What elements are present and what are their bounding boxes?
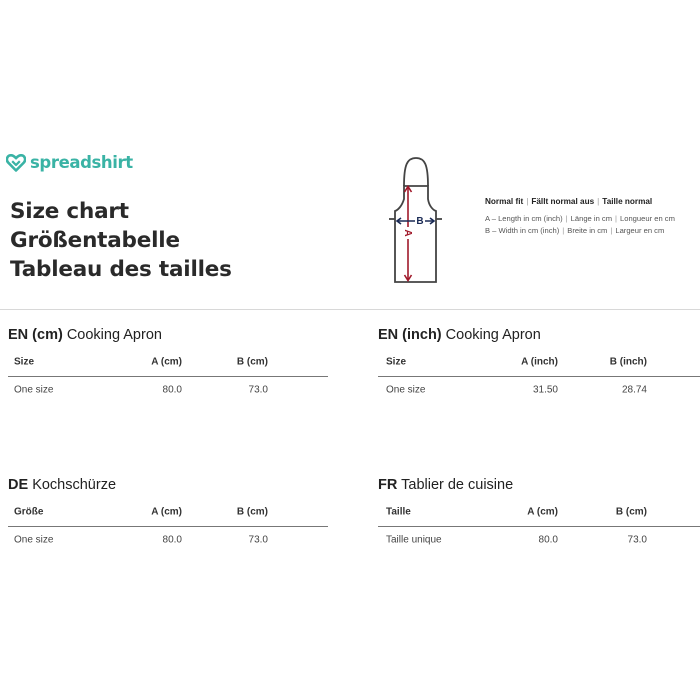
legend-fit: Normal fit | Fällt normal aus | Taille normal xyxy=(485,197,653,206)
table-row: One size 31.50 28.74 xyxy=(386,384,647,395)
section-divider xyxy=(0,309,700,310)
size-table-de xyxy=(8,477,328,552)
table-header: Size A (cm) B (cm) xyxy=(14,356,268,367)
brand-name: spreadshirt xyxy=(30,153,133,172)
table-header: Size A (inch) B (inch) xyxy=(386,356,647,367)
title-en: Size chart xyxy=(10,199,129,224)
table-title: EN (cm) Cooking Apron xyxy=(8,327,162,343)
table-header: Größe A (cm) B (cm) xyxy=(14,506,268,517)
table-row: One size 80.0 73.0 xyxy=(14,534,268,545)
apron-diagram xyxy=(384,155,448,292)
legend-b: B – Width in cm (inch) | Breite in cm | Largeur en cm xyxy=(485,226,665,235)
size-table-en-cm xyxy=(8,327,328,402)
title-fr: Tableau des tailles xyxy=(10,257,232,282)
title-de: Größentabelle xyxy=(10,228,180,253)
table-title: DE Kochschürze xyxy=(8,477,117,493)
heart-logo-icon xyxy=(6,154,26,172)
size-table-fr xyxy=(378,477,700,552)
apron-label-b: B xyxy=(416,216,424,227)
table-header: Taille A (cm) B (cm) xyxy=(386,506,647,517)
table-row: One size 80.0 73.0 xyxy=(14,384,268,395)
apron-label-a: A xyxy=(402,229,413,237)
legend-a: A – Length in cm (inch) | Länge in cm | Longueur en cm xyxy=(485,214,675,223)
page-title xyxy=(10,197,232,284)
table-row: Taille unique 80.0 73.0 xyxy=(386,534,647,545)
table-title: FR Tablier de cuisine xyxy=(378,477,514,493)
brand-logo xyxy=(6,153,133,172)
size-table-en-inch xyxy=(378,327,700,402)
size-legend xyxy=(485,197,675,237)
table-title: EN (inch) Cooking Apron xyxy=(378,327,541,343)
